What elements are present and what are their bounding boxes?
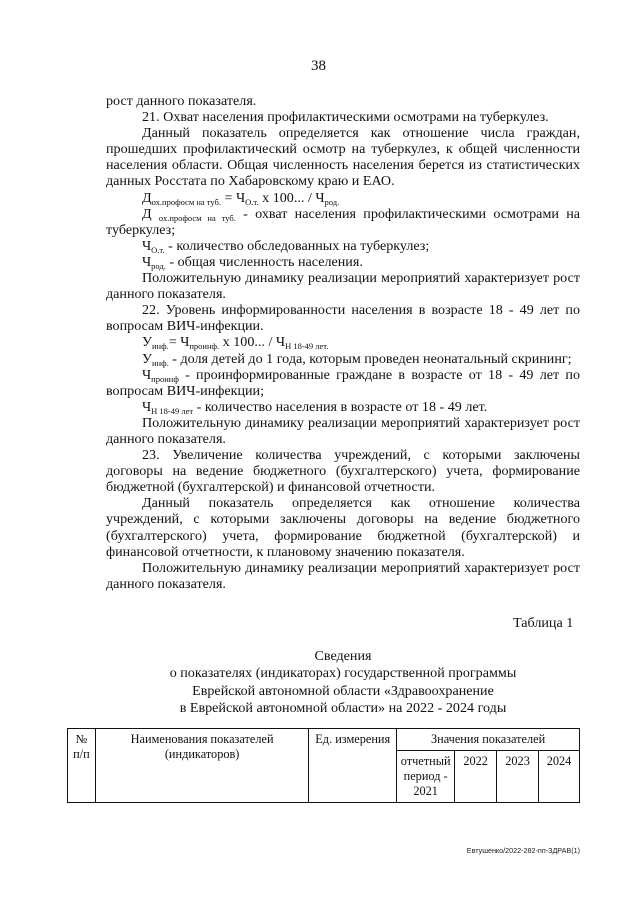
paragraph: Данный показатель определяется как отношение числа граждан, прошедших профилактический осмотр на туберкулез, к общей численности населения области. Общая численность населения берется из статистических данных Росстата по Хабаровскому краю и ЕАО. [106,125,580,190]
paragraph: Положительную динамику реализации мероприятий характеризует рост данного показателя. [106,270,580,303]
title-line: Сведения [314,648,372,664]
header-cell-name: Наименования показателей (индикаторов) [95,729,308,803]
header-cell-year: 2022 [455,751,497,803]
header-cell-values: Значения показателей [397,729,580,751]
header-cell-year: 2024 [539,751,580,803]
item-21-heading: 21. Охват населения профилактическими осмотрами на туберкулез. [142,109,549,126]
paragraph: Положительную динамику реализации мероприятий характеризует рост данного показателя. [106,559,580,592]
definition: Д $_{ох.профосм на туб.}$ - охват населения профилактическими осмотрами на туберкулез; [106,205,580,238]
definition: $Ч_{Н 18-49 лет}$ - количество населения в возрасте от 18 - 49 лет. [142,398,488,416]
document-body [106,93,580,592]
header-cell-unit: Ед. измерения [309,729,397,803]
paragraph: Положительную динамику реализации мероприятий характеризует рост данного показателя. [106,414,580,447]
table-title [106,648,580,717]
definition: $Ч_{проинф}$ - проинформированные граждане в возрасте от 18 - 49 лет по вопросам ВИЧ-инфекции; [106,366,580,399]
page-number: 38 [311,58,326,74]
paragraph: рост данного показателя. [106,93,257,109]
header-cell-year: 2023 [497,751,539,803]
table-number: Таблица 1 [513,615,574,631]
indicators-table [67,728,580,803]
definition: $Ч_{О.т.}$ - количество обследованных на туберкулез; [142,237,430,255]
formula-21: $Д_{ох.профосм на туб.} = Ч_{О.т.}$ х 100... / $Ч_{род.}$ [142,189,340,207]
footer-reference: Евтушенко/2022-282-пп-ЗДРАВ(1) [466,846,580,855]
header-cell-report-period: отчетный период - 2021 [397,751,455,803]
paragraph: Данный показатель определяется как отношение количества учреждений, с которыми заключены договоры на ведение бюджетного (бухгалтерского) учета, формирование бюджетной (бухгалтерской) и финансовой отчетности, к плановому значению показателя. [106,495,580,560]
header-cell-number: № п/п [68,729,96,803]
title-line: о показателях (индикаторах) государственной программы [169,665,517,682]
formula-22: $У_{инф.}= Ч_{проинф.}$ х 100... / $Ч_{Н 18-49 лет.}$ [142,334,329,352]
title-line: в Еврейской автономной области» на 2022 - 2024 годы [179,699,507,716]
title-line: Еврейской автономной области «Здравоохранение [192,682,494,699]
definition: $Ч_{род.}$ - общая численность населения. [142,253,363,271]
item-23-heading: 23. Увеличение количества учреждений, с которыми заключены договоры на ведение бюджетного (бухгалтерского) учета, формирование бюджетной (бухгалтерской) и финансовой отчетности. [106,447,580,496]
definition: $У_{инф.}$ - доля детей до 1 года, которым проведен неонатальный скрининг; [142,350,572,368]
item-22-heading: 22. Уровень информированности населения в возрасте 18 - 49 лет по вопросам ВИЧ-инфекции. [106,302,580,335]
